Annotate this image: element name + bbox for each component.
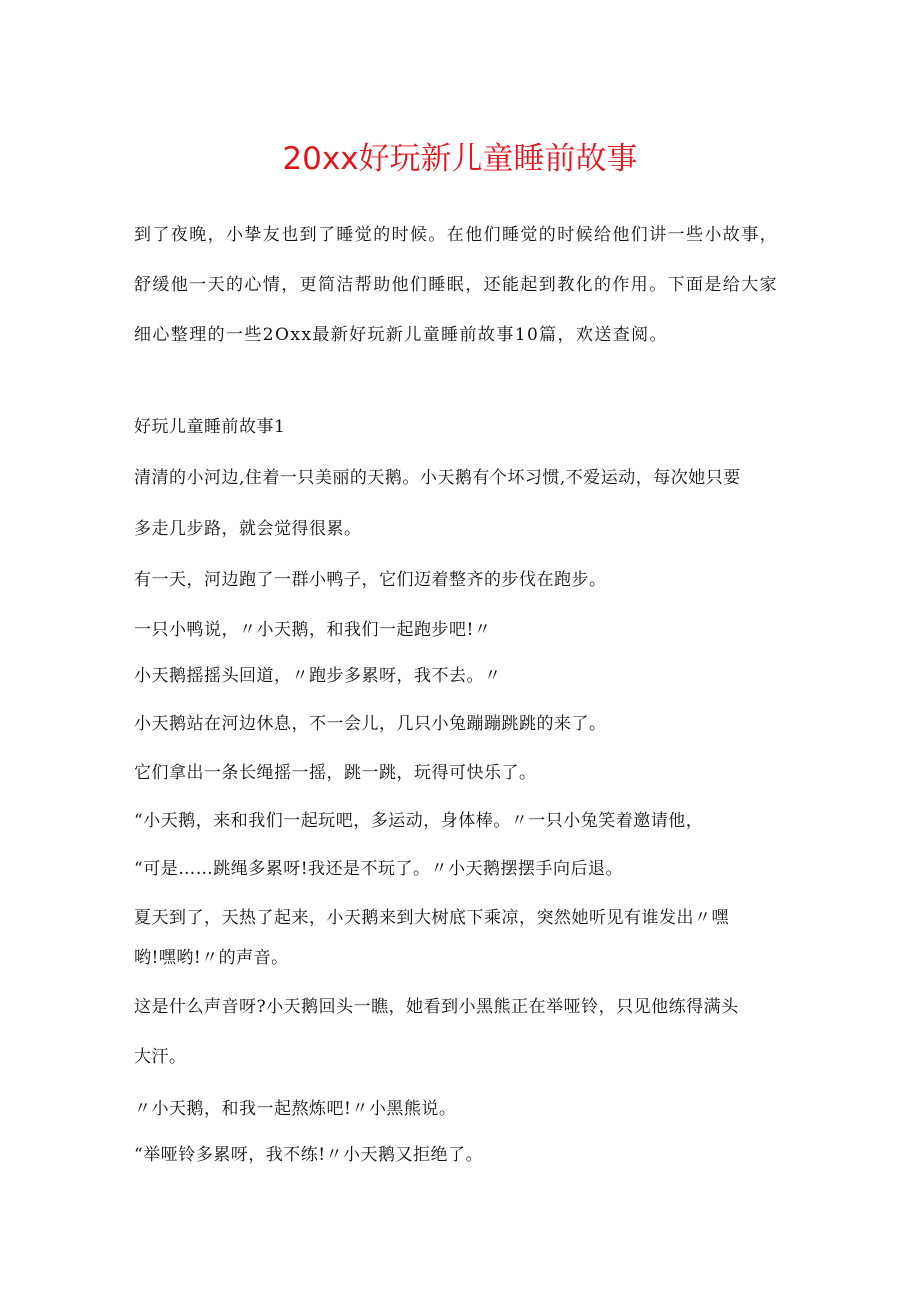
story-line: 它们拿出一条长绳摇一摇，跳一跳，玩得可快乐了。	[134, 763, 537, 783]
story-line: 有一天，河边跑了一群小鸭子，它们迈着整齐的步伐在跑步。	[134, 570, 607, 590]
story-line: “小天鹅，来和我们一起玩吧，多运动，身体棒。〃一只小兔笑着邀请他，	[134, 811, 704, 831]
story-line: 清清的小河边,住着一只美丽的天鹅。小天鹅有个坏习惯,不爱运动，每次她只要	[134, 468, 741, 488]
story-line: 大汗。	[134, 1047, 187, 1067]
story-line: “可是……跳绳多累呀!我还是不玩了。〃小天鹅摆摆手向后退。	[134, 859, 624, 879]
section-heading: 好玩儿童睡前故事1	[134, 417, 286, 437]
intro-line: 细心整理的一些2Oxx最新好玩新儿童睡前故事10篇，欢送查阅。	[134, 325, 668, 345]
story-line: 多走几步路，就会觉得很累。	[134, 519, 362, 539]
story-line: 哟!嘿哟!〃的声音。	[134, 948, 289, 968]
story-line: 这是什么声音呀?小天鹅回头一瞧，她看到小黑熊正在举哑铃，只见他练得满头	[134, 997, 739, 1017]
story-line: 夏天到了，天热了起来，小天鹅来到大树底下乘凉，突然她听见有谁发出〃嘿	[134, 908, 729, 928]
story-line: 一只小鸭说，〃小天鹅，和我们一起跑步吧!〃	[134, 620, 492, 640]
intro-line: 到了夜晚，小挚友也到了睡觉的时候。在他们睡觉的时候给他们讲一些小故事，	[134, 225, 778, 245]
story-line: “举哑铃多累呀，我不练!〃小天鹅又拒绝了。	[134, 1145, 484, 1165]
story-line: 〃小天鹅，和我一起熬炼吧!〃小黑熊说。	[134, 1099, 457, 1119]
story-line: 小天鹅摇摇头回道，〃跑步多累呀，我不去。〃	[134, 666, 502, 686]
intro-line: 舒缓他一天的心情，更简洁帮助他们睡眠，还能起到教化的作用。下面是给大家	[134, 275, 778, 295]
document-title: 20xx好玩新儿童睡前故事	[282, 141, 638, 177]
story-line: 小天鹅站在河边休息，不一会儿，几只小兔蹦蹦跳跳的来了。	[134, 714, 607, 734]
